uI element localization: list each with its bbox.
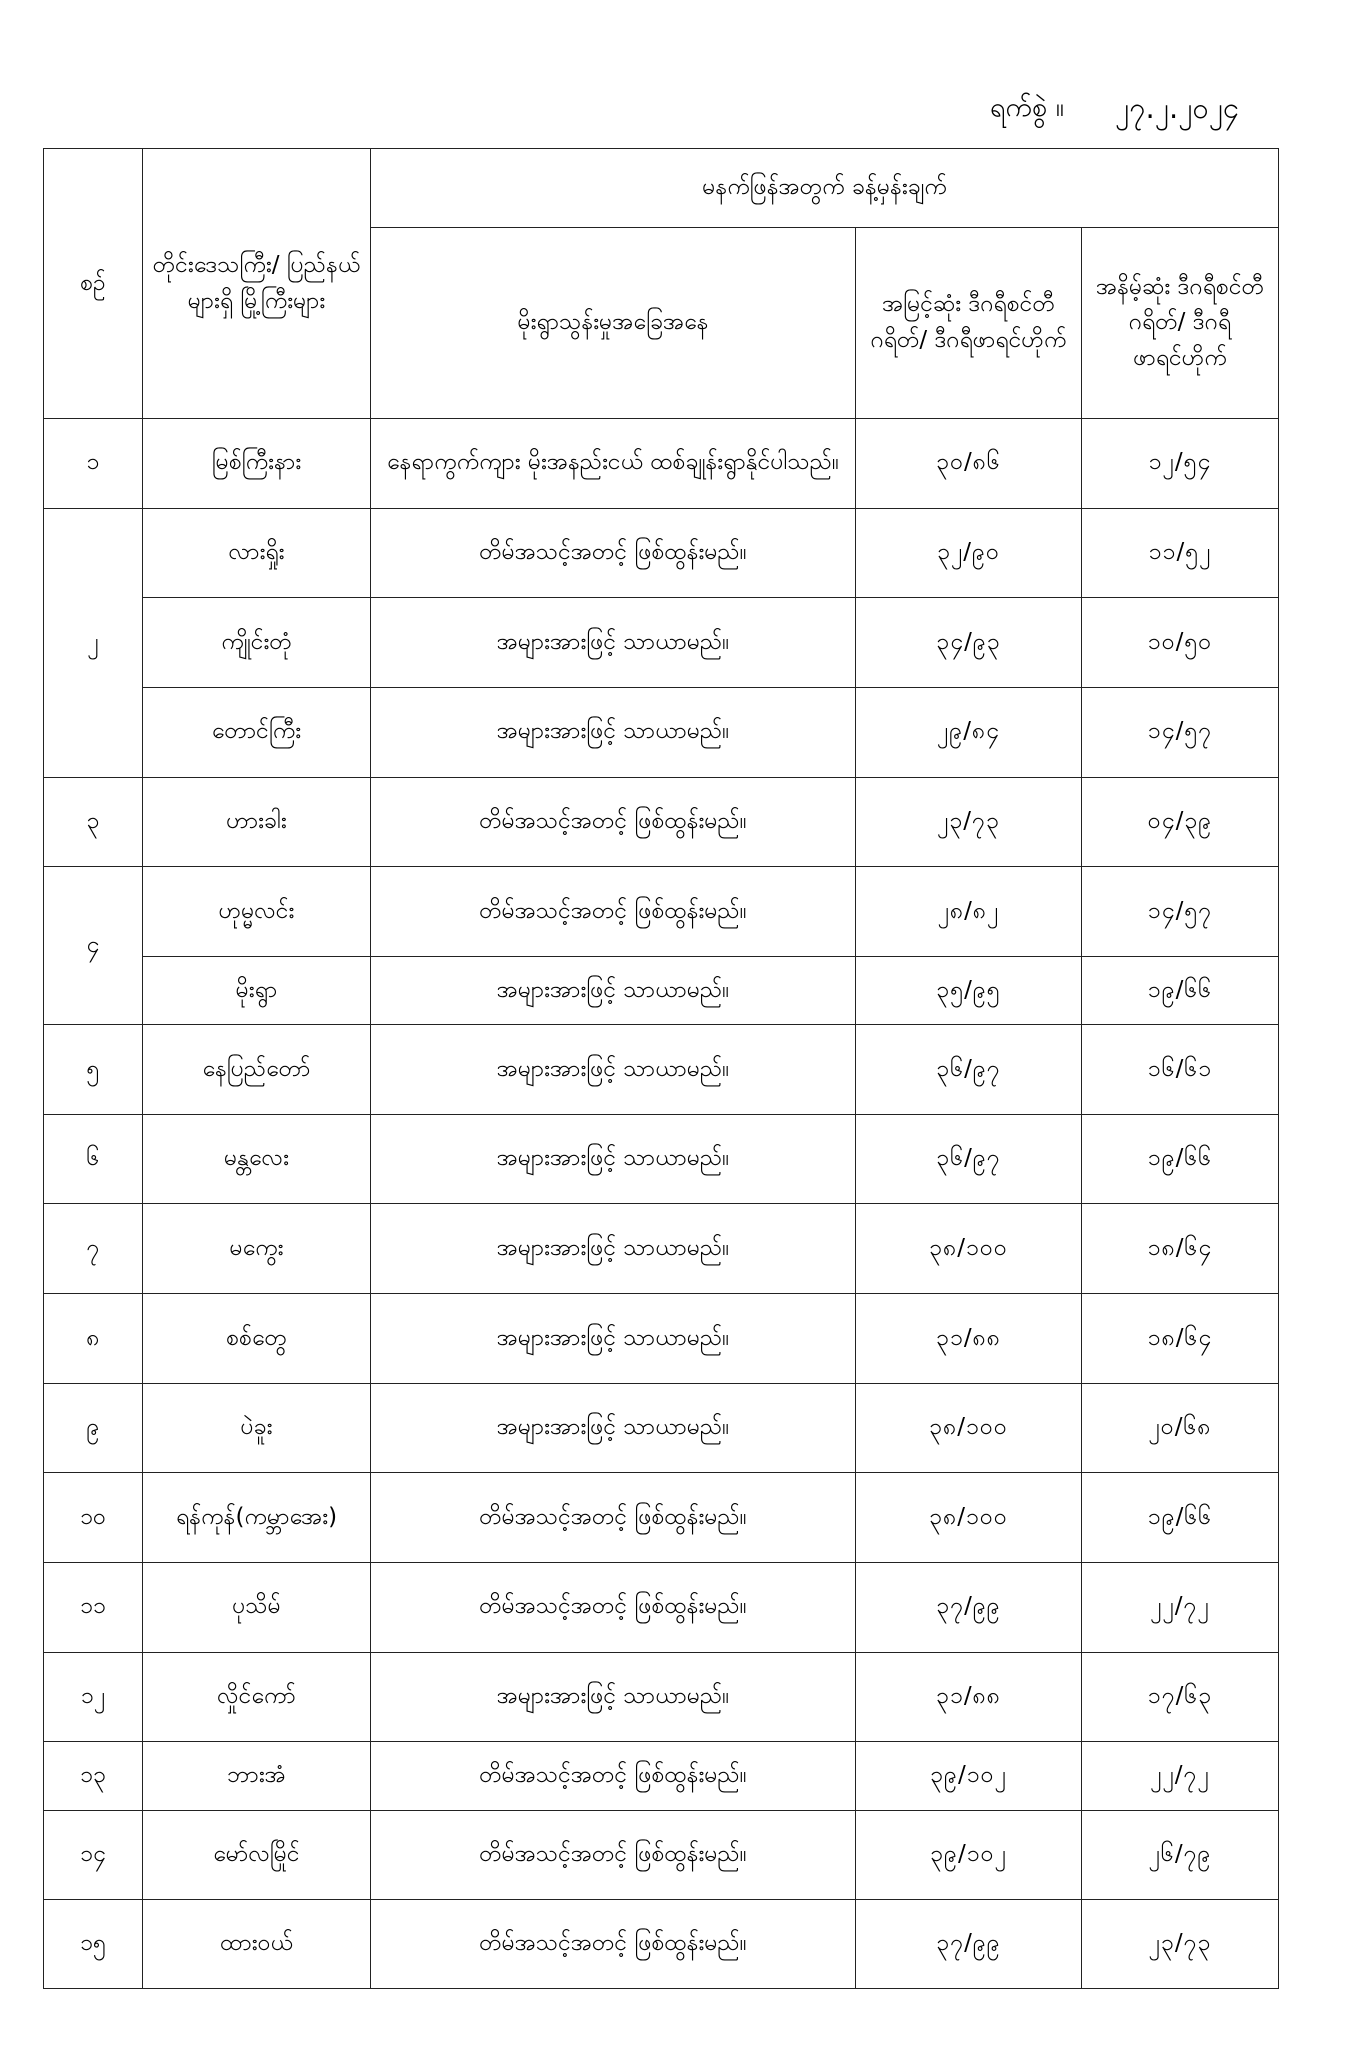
city-name: လှိုင်ကော် (143, 1652, 371, 1742)
rain-condition: အများအားဖြင့် သာယာမည်။ (371, 1114, 856, 1204)
row-number: ၁၂ (44, 1652, 143, 1742)
table-row (44, 1114, 1279, 1204)
min-temp: ၁၈/၆၄ (1082, 1294, 1279, 1384)
table-row (44, 1204, 1279, 1294)
row-number: ၃ (44, 777, 143, 867)
city-name: နေပြည်တော် (143, 1025, 371, 1115)
rain-condition: အများအားဖြင့် သာယာမည်။ (371, 1294, 856, 1384)
table-row (44, 1652, 1279, 1742)
city-name: လားရှိုး (143, 508, 371, 598)
max-temp: ၃၁/၈၈ (856, 1652, 1082, 1742)
table-row (44, 508, 1279, 598)
max-temp: ၃၆/၉၇ (856, 1114, 1082, 1204)
max-temp: ၂၉/၈၄ (856, 687, 1082, 777)
header-max-temp: အမြင့်ဆုံး ဒီဂရီစင်တီဂရိတ်/ ဒီဂရီဖာရင်ဟိုက် (856, 228, 1082, 419)
city-name: ဟားခါး (143, 777, 371, 867)
city-name: မန္တလေး (143, 1114, 371, 1204)
table-row (44, 1900, 1279, 1989)
table-row (44, 1025, 1279, 1115)
city-name: ရန်ကုန်(ကမ္ဘာအေး) (143, 1473, 371, 1563)
rain-condition: တိမ်အသင့်အတင့် ဖြစ်ထွန်းမည်။ (371, 1742, 856, 1810)
min-temp: ၂၃/၇၃ (1082, 1900, 1279, 1989)
table-row (44, 419, 1279, 509)
max-temp: ၃၈/၁၀၀ (856, 1204, 1082, 1294)
min-temp: ၀၄/၃၉ (1082, 777, 1279, 867)
table-row (44, 1473, 1279, 1563)
table-row (44, 956, 1279, 1024)
max-temp: ၃၅/၉၅ (856, 956, 1082, 1024)
rain-condition: တိမ်အသင့်အတင့် ဖြစ်ထွန်းမည်။ (371, 867, 856, 957)
min-temp: ၂၂/၇၂ (1082, 1742, 1279, 1810)
city-name: ကျိုင်းတုံ (143, 598, 371, 688)
min-temp: ၁၉/၆၆ (1082, 956, 1279, 1024)
rain-condition: တိမ်အသင့်အတင့် ဖြစ်ထွန်းမည်။ (371, 1900, 856, 1989)
row-number: ၁၄ (44, 1810, 143, 1900)
rain-condition: အများအားဖြင့် သာယာမည်။ (371, 687, 856, 777)
city-name: ပုသိမ် (143, 1562, 371, 1652)
date-value: ၂၇.၂.၂၀၂၄ (1115, 91, 1240, 125)
rain-condition: တိမ်အသင့်အတင့် ဖြစ်ထွန်းမည်။ (371, 508, 856, 598)
min-temp: ၂၆/၇၉ (1082, 1810, 1279, 1900)
table-row (44, 1562, 1279, 1652)
table-row (44, 1383, 1279, 1473)
row-number: ၂ (44, 508, 143, 777)
city-name: ထားဝယ် (143, 1900, 371, 1989)
max-temp: ၃၈/၁၀၀ (856, 1473, 1082, 1563)
row-number: ၁၃ (44, 1742, 143, 1810)
table-row (44, 777, 1279, 867)
city-name: စစ်တွေ (143, 1294, 371, 1384)
rain-condition: တိမ်အသင့်အတင့် ဖြစ်ထွန်းမည်။ (371, 777, 856, 867)
row-number: ၅ (44, 1025, 143, 1115)
table-row (44, 687, 1279, 777)
rain-condition: တိမ်အသင့်အတင့် ဖြစ်ထွန်းမည်။ (371, 1810, 856, 1900)
row-number: ၉ (44, 1383, 143, 1473)
max-temp: ၃၂/၉၀ (856, 508, 1082, 598)
max-temp: ၃၄/၉၃ (856, 598, 1082, 688)
max-temp: ၃၁/၈၈ (856, 1294, 1082, 1384)
min-temp: ၁၇/၆၃ (1082, 1652, 1279, 1742)
max-temp: ၃၀/၈၆ (856, 419, 1082, 509)
max-temp: ၃၇/၉၉ (856, 1900, 1082, 1989)
min-temp: ၁၄/၅၇ (1082, 687, 1279, 777)
row-number: ၈ (44, 1294, 143, 1384)
table-row (44, 1742, 1279, 1810)
rain-condition: တိမ်အသင့်အတင့် ဖြစ်ထွန်းမည်။ (371, 1473, 856, 1563)
table-row (44, 1294, 1279, 1384)
row-number: ၁၀ (44, 1473, 143, 1563)
max-temp: ၃၉/၁၀၂ (856, 1742, 1082, 1810)
min-temp: ၁၄/၅၇ (1082, 867, 1279, 957)
rain-condition: အများအားဖြင့် သာယာမည်။ (371, 956, 856, 1024)
row-number: ၇ (44, 1204, 143, 1294)
rain-condition: အများအားဖြင့် သာယာမည်။ (371, 598, 856, 688)
city-name: ပဲခူး (143, 1383, 371, 1473)
min-temp: ၁၂/၅၄ (1082, 419, 1279, 509)
max-temp: ၃၆/၉၇ (856, 1025, 1082, 1115)
max-temp: ၂၃/၇၃ (856, 777, 1082, 867)
row-number: ၁၁ (44, 1562, 143, 1652)
table-header (44, 149, 1279, 419)
city-name: ဟုမ္မလင်း (143, 867, 371, 957)
city-name: တောင်ကြီး (143, 687, 371, 777)
min-temp: ၁၈/၆၄ (1082, 1204, 1279, 1294)
date-label: ရက်စွဲ ။ (990, 92, 1064, 123)
min-temp: ၂၂/၇၂ (1082, 1562, 1279, 1652)
min-temp: ၂၀/၆၈ (1082, 1383, 1279, 1473)
rain-condition: အများအားဖြင့် သာယာမည်။ (371, 1383, 856, 1473)
table-row (44, 867, 1279, 957)
max-temp: ၃၈/၁၀၀ (856, 1383, 1082, 1473)
table-row (44, 598, 1279, 688)
min-temp: ၁၉/၆၆ (1082, 1473, 1279, 1563)
header-no: စဉ် (44, 149, 143, 419)
min-temp: ၁၆/၆၁ (1082, 1025, 1279, 1115)
min-temp: ၁၁/၅၂ (1082, 508, 1279, 598)
city-name: မော်လမြိုင် (143, 1810, 371, 1900)
header-region: တိုင်းဒေသကြီး/ ပြည်နယ်များရှိ မြို့ကြီးများ (143, 149, 371, 419)
rain-condition: အများအားဖြင့် သာယာမည်။ (371, 1204, 856, 1294)
max-temp: ၂၈/၈၂ (856, 867, 1082, 957)
rain-condition: တိမ်အသင့်အတင့် ဖြစ်ထွန်းမည်။ (371, 1562, 856, 1652)
min-temp: ၁၀/၅၀ (1082, 598, 1279, 688)
row-number: ၁ (44, 419, 143, 509)
rain-condition: အများအားဖြင့် သာယာမည်။ (371, 1652, 856, 1742)
row-number: ၆ (44, 1114, 143, 1204)
city-name: ဘားအံ (143, 1742, 371, 1810)
header-condition: မိုးရွာသွန်းမှုအခြေအနေ (371, 228, 856, 419)
table-row (44, 1810, 1279, 1900)
max-temp: ၃၇/၉၉ (856, 1562, 1082, 1652)
row-number: ၁၅ (44, 1900, 143, 1989)
date-line (990, 86, 1270, 136)
rain-condition: နေရာကွက်ကျား မိုးအနည်းငယ် ထစ်ချုန်းရွာနိုင်ပါသည်။ (371, 419, 856, 509)
city-name: မိုးရွာ (143, 956, 371, 1024)
city-name: မကွေး (143, 1204, 371, 1294)
rain-condition: အများအားဖြင့် သာယာမည်။ (371, 1025, 856, 1115)
header-forecast-group: မနက်ဖြန်အတွက် ခန့်မှန်းချက် (371, 149, 1279, 228)
min-temp: ၁၉/၆၆ (1082, 1114, 1279, 1204)
city-name: မြစ်ကြီးနား (143, 419, 371, 509)
max-temp: ၃၉/၁၀၂ (856, 1810, 1082, 1900)
row-number: ၄ (44, 867, 143, 1025)
forecast-table (43, 148, 1279, 1989)
header-min-temp: အနိမ့်ဆုံး ဒီဂရီစင်တီဂရိတ်/ ဒီဂရီဖာရင်ဟိုက် (1082, 228, 1279, 419)
